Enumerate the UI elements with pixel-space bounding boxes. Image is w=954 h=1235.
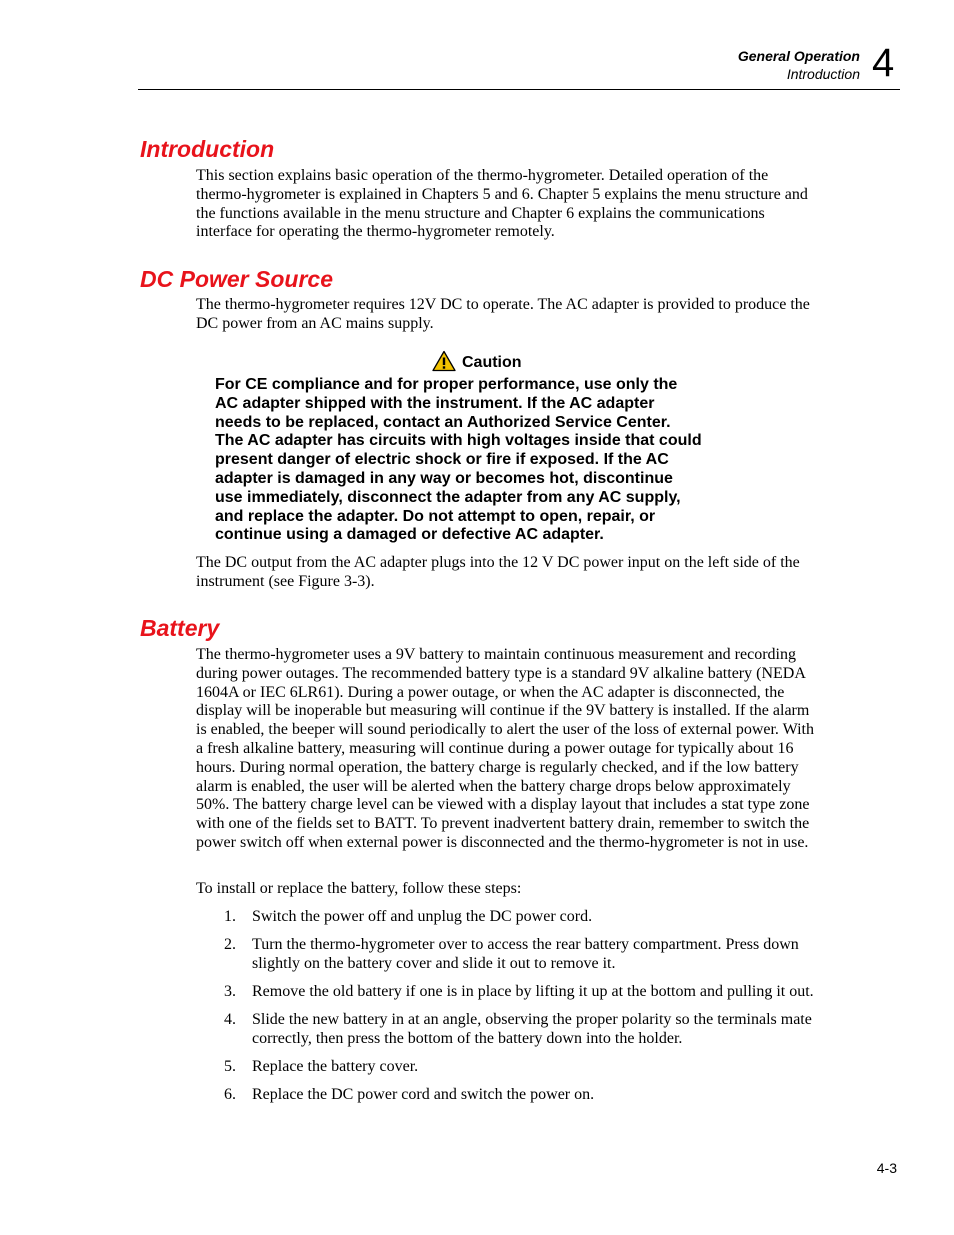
step-number: 1.: [224, 908, 236, 925]
header-chapter-title: General Operation: [737, 48, 860, 64]
list-item: [196, 1086, 818, 1105]
caution-line: AC adapter shipped with the instrument. If the AC adapter: [215, 394, 655, 412]
caution-line: For CE compliance and for proper performance, use only the: [215, 376, 678, 393]
step-number: 4.: [224, 1010, 236, 1028]
heading-introduction: Introduction: [140, 136, 275, 162]
caution-line: and replace the adapter. Do not attempt to open, repair, or: [215, 507, 656, 525]
list-item: [196, 936, 818, 974]
list-item: [196, 983, 818, 1002]
caution-line: continue using a damaged or defective AC adapter.: [215, 526, 604, 544]
caution-line: present danger of electric shock or fire if exposed. If the AC: [215, 451, 669, 469]
caution-line: needs to be replaced, contact an Authorized Service Center.: [215, 413, 671, 431]
list-item: [196, 1011, 818, 1049]
step-number: 6.: [224, 1085, 236, 1103]
step-text: Remove the old battery if one is in place by lifting it up at the bottom and pulling it out.: [252, 982, 814, 1000]
caution-line: The AC adapter has circuits with high voltages inside that could: [215, 432, 702, 450]
step-number: 3.: [224, 982, 236, 1000]
caution-label: Caution: [462, 354, 522, 371]
warning-triangle-icon: [432, 350, 456, 372]
paragraph-dc-output: The DC output from the AC adapter plugs into the 12 V DC power input on the left side of the instrument (see Figure 3-3).: [196, 554, 800, 590]
caution-line: use immediately, disconnect the adapter from any AC supply,: [215, 488, 681, 506]
header-section-title: Introduction: [786, 66, 860, 82]
header-rule: [138, 89, 900, 90]
caution-heading: [432, 346, 522, 372]
caution-line: adapter is damaged in any way or becomes hot, discontinue: [215, 469, 673, 487]
battery-steps-list: [196, 908, 818, 1114]
heading-dc-power-source: DC Power Source: [140, 266, 333, 292]
paragraph-battery: The thermo-hygrometer uses a 9V battery to maintain continuous measurement and recording during power outages. The recommended battery type is a standard 9V alkaline battery (NEDA 1604A or IEC 6LR61). During a power outage, or when the AC adapter is disconnected, the display will be inoperable but measuring will continue if the 9V battery is installed. If the alarm is enabled, the beeper will sound periodically to alert the user of the loss of external power. With a fresh alkaline battery, measuring will continue during a power outage for typically about 16 hours. During normal operation, the battery charge is regularly checked, and if the low battery alarm is enabled, the user will be alerted when the battery charge drops below approximately 50%. The battery charge level can be viewed with a display layout that includes a stat type zone with one of the fields set to BATT. To prevent inadvertent battery drain, remember to switch the power switch off when external power is disconnected and the thermo-hygrometer is not in use.: [196, 646, 814, 851]
list-item: [196, 908, 818, 927]
list-item: [196, 1058, 818, 1077]
step-number: 5.: [224, 1057, 236, 1075]
step-text: Switch the power off and unplug the DC power cord.: [252, 908, 593, 925]
caution-text: [215, 376, 755, 545]
step-text: Slide the new battery in at an angle, observing the proper polarity so the terminals mate correctly, then press the bottom of the battery down into the holder.: [252, 1010, 812, 1047]
heading-battery: Battery: [140, 615, 220, 641]
running-header: [738, 47, 860, 83]
step-text: Turn the thermo-hygrometer over to access the rear battery compartment. Press down slightly on the battery cover and slide it out to remove it.: [252, 935, 799, 972]
chapter-number: 4: [872, 41, 895, 85]
page-number: 4-3: [876, 1160, 897, 1176]
paragraph-dc-power: The thermo-hygrometer requires 12V DC to operate. The AC adapter is provided to produce the DC power from an AC mains supply.: [196, 296, 810, 332]
paragraph-introduction: This section explains basic operation of the thermo-hygrometer. Detailed operation of the thermo-hygrometer is explained in Chapters 5 and 6. Chapter 5 explains the menu structure and the functions available in the menu structure and Chapter 6 explains the communications interface for operating the thermo-hygrometer remotely.: [196, 167, 808, 241]
paragraph-battery-steps-intro: To install or replace the battery, follow these steps:: [196, 880, 522, 897]
step-text: Replace the battery cover.: [252, 1057, 419, 1075]
step-number: 2.: [224, 935, 236, 953]
step-text: Replace the DC power cord and switch the power on.: [252, 1085, 595, 1103]
